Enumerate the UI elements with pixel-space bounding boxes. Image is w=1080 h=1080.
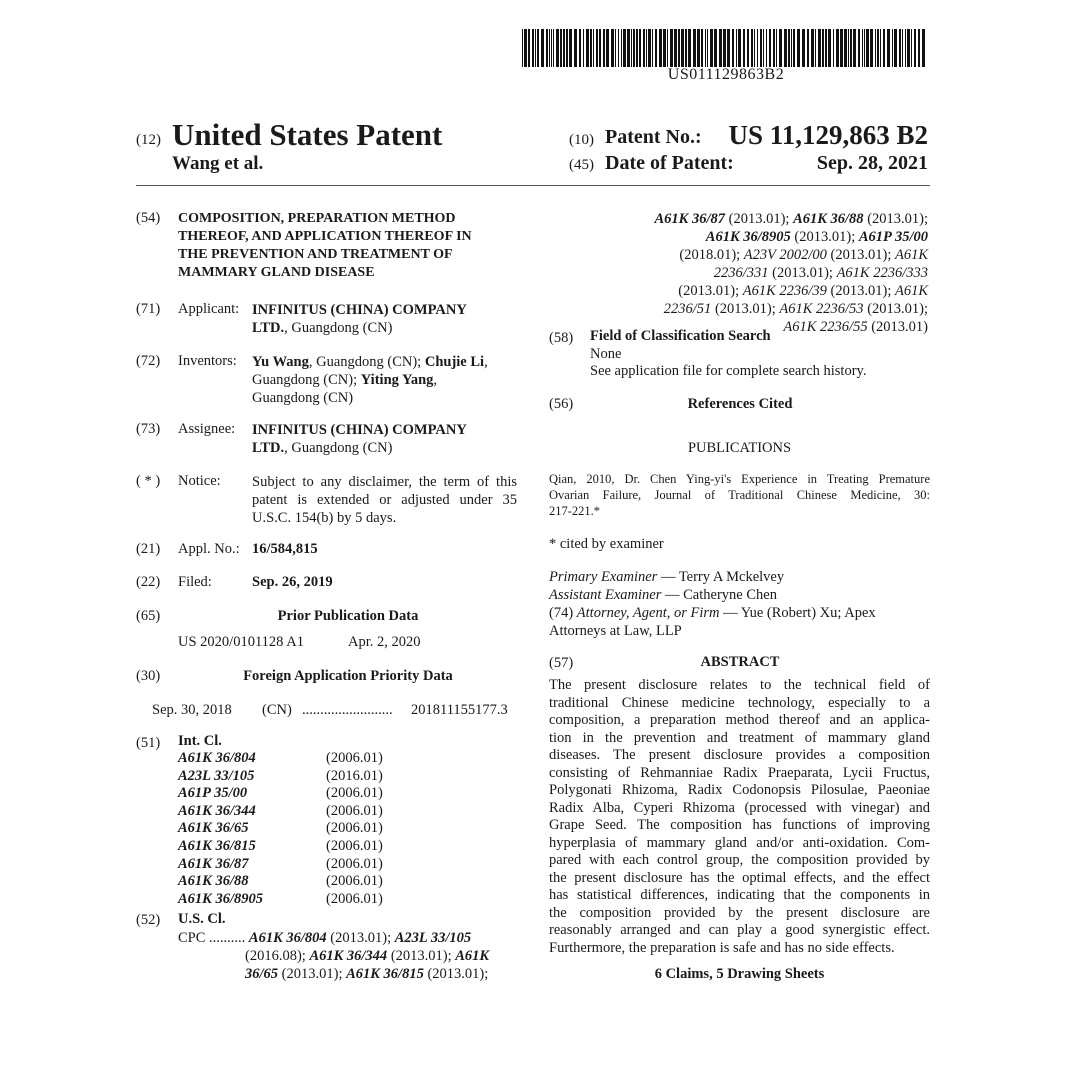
applicant-name-2: LTD. bbox=[252, 320, 285, 336]
reference-entry bbox=[549, 471, 930, 519]
barcode-bar bbox=[880, 29, 881, 67]
field-code: (58) bbox=[549, 330, 574, 346]
intcl-class: A61K 36/87 bbox=[178, 855, 249, 872]
barcode-bar bbox=[697, 29, 700, 67]
barcode-bar bbox=[723, 29, 726, 67]
barcode-bar bbox=[905, 29, 906, 67]
assignee-value bbox=[252, 421, 527, 457]
cpc-class: A61P 35/00 bbox=[858, 229, 928, 245]
barcode-number: US011129863B2 bbox=[667, 66, 785, 83]
barcode-bar bbox=[667, 29, 668, 67]
title-code: (54) bbox=[136, 210, 161, 226]
abstract-line: Radix Alba, Cyperi Rhizoma (processed with vinegar) and bbox=[549, 799, 930, 816]
applicant-code: (71) bbox=[136, 301, 161, 317]
intcl-row bbox=[178, 768, 383, 786]
cpc-class: 2236/51 bbox=[663, 301, 712, 317]
intcl-row bbox=[178, 891, 383, 909]
barcode-bar bbox=[738, 29, 741, 67]
barcode-bar bbox=[747, 29, 749, 67]
abstract-body bbox=[549, 677, 930, 957]
intcl-row bbox=[178, 838, 383, 856]
doc-type-code: (12) bbox=[136, 132, 161, 148]
abstract-line: Grape Seed. The composition has functions of improving bbox=[549, 817, 930, 833]
barcode-bar bbox=[825, 29, 827, 67]
abstract-code: (57) bbox=[549, 655, 574, 671]
cpc-label: CPC bbox=[178, 930, 206, 946]
uscl-label: U.S. Cl. bbox=[178, 911, 226, 927]
inventor-name: Yiting Yang bbox=[360, 372, 434, 388]
barcode-bar bbox=[883, 29, 885, 67]
cpc-year: (2013.01); bbox=[725, 211, 794, 227]
intcl-row bbox=[178, 856, 383, 874]
barcode-bar bbox=[546, 29, 548, 67]
intcl-class: A23L 33/105 bbox=[178, 767, 255, 784]
cpc-class: A61K 2236/333 bbox=[836, 265, 928, 281]
barcode-bar bbox=[579, 29, 581, 67]
intcl-label: Int. Cl. bbox=[178, 733, 222, 749]
barcode-bar bbox=[864, 29, 865, 67]
barcode-bar bbox=[811, 29, 814, 67]
barcode-bar bbox=[862, 29, 863, 67]
barcode-bar bbox=[911, 29, 912, 67]
barcode-bar bbox=[553, 29, 554, 67]
intcl-year: (2006.01) bbox=[326, 855, 383, 872]
header-divider bbox=[136, 185, 930, 186]
barcode-bar bbox=[870, 29, 873, 67]
cpc-class: A61K 2236/39 bbox=[742, 283, 827, 299]
barcode-bar bbox=[902, 29, 903, 67]
abstract-line: reasonably arranged and can play a good synergistic effect. bbox=[549, 922, 930, 938]
title-line: THEREOF, AND APPLICATION THEREOF IN bbox=[178, 229, 472, 244]
filed-date: Sep. 26, 2019 bbox=[252, 574, 333, 590]
barcode-bar bbox=[763, 29, 764, 67]
cpc-class: A61K 2236/55 bbox=[783, 319, 868, 335]
inventor-name: Yu Wang bbox=[252, 354, 309, 370]
barcode-bar bbox=[710, 29, 713, 67]
appl-code: (21) bbox=[136, 541, 161, 557]
barcode-bar bbox=[877, 29, 879, 67]
barcode-bar bbox=[663, 29, 666, 67]
attorney-name: — Yue (Robert) Xu; Apex bbox=[719, 605, 876, 621]
cpc-year: (2013.01); bbox=[423, 966, 489, 982]
notice-label: Notice: bbox=[178, 473, 221, 489]
barcode-bar bbox=[802, 29, 805, 67]
applicant-name: INFINITUS (CHINA) COMPANY bbox=[252, 302, 467, 318]
doc-type-title: United States Patent bbox=[172, 117, 443, 152]
barcode-bar bbox=[693, 29, 696, 67]
patent-number: US 11,129,863 B2 bbox=[728, 120, 928, 150]
barcode-bar bbox=[633, 29, 635, 67]
foreign-dots: ......................... bbox=[302, 702, 393, 718]
cpc-class: A61K 36/804 bbox=[248, 930, 327, 946]
inventors-code: (72) bbox=[136, 353, 161, 369]
barcode-bar bbox=[670, 29, 673, 67]
intcl-table bbox=[178, 750, 383, 908]
inventor-location: Guangdong (CN) bbox=[252, 390, 354, 406]
cpc-class: A61K 36/815 bbox=[346, 966, 424, 982]
filed-label: Filed: bbox=[178, 574, 212, 590]
barcode-bar bbox=[659, 29, 662, 67]
barcode-bar bbox=[606, 29, 609, 67]
barcode-bar bbox=[887, 29, 890, 67]
barcode-bar bbox=[528, 29, 530, 67]
abstract-line: has statistical differences, indicating that the components in bbox=[549, 887, 930, 903]
abstract-line: composition, a preparation method thereof and an applica- bbox=[549, 712, 930, 728]
attorney-label: Attorney, Agent, or Firm bbox=[576, 605, 720, 621]
barcode-bar bbox=[858, 29, 860, 67]
field-none: None bbox=[590, 346, 622, 362]
abstract-line: traditional Chinese medicine technology, especially to a bbox=[549, 694, 930, 711]
barcode-bar bbox=[757, 29, 758, 67]
examiners bbox=[549, 568, 930, 640]
cpc-block bbox=[178, 929, 518, 983]
prior-publication: US 2020/0101128 A1 bbox=[178, 634, 304, 650]
assignee-label: Assignee: bbox=[178, 421, 236, 437]
barcode-bar bbox=[524, 29, 527, 67]
invention-title bbox=[178, 210, 528, 282]
barcode-bar bbox=[822, 29, 824, 67]
barcode bbox=[522, 29, 930, 67]
foreign-number: 201811155177.3 bbox=[411, 702, 508, 718]
notice-line: Subject to any disclaimer, the term of this bbox=[252, 474, 517, 490]
publications-heading: PUBLICATIONS bbox=[687, 440, 792, 456]
barcode-bar bbox=[648, 29, 651, 67]
barcode-bar bbox=[850, 29, 852, 67]
barcode-bar bbox=[701, 29, 703, 67]
reference-line: Ovarian Failure, Journal of Traditional Chinese Medicine, 30: bbox=[549, 488, 930, 502]
barcode-bar bbox=[685, 29, 687, 67]
barcode-bar bbox=[646, 29, 647, 67]
barcode-bar bbox=[773, 29, 775, 67]
barcode-bar bbox=[631, 29, 632, 67]
barcode-bar bbox=[674, 29, 677, 67]
primary-examiner-label: Primary Examiner bbox=[549, 569, 658, 585]
notice-code: ( * ) bbox=[136, 473, 161, 489]
cpc-year: (2016.08); bbox=[245, 948, 310, 964]
barcode-bar bbox=[818, 29, 821, 67]
barcode-bar bbox=[522, 29, 523, 67]
intcl-class: A61K 36/344 bbox=[178, 802, 256, 819]
barcode-bar bbox=[922, 29, 925, 67]
barcode-bar bbox=[618, 29, 619, 67]
prior-code: (65) bbox=[136, 608, 161, 624]
cpc-year: (2013.01); bbox=[826, 283, 895, 299]
foreign-code: (30) bbox=[136, 668, 161, 684]
foreign-date: Sep. 30, 2018 bbox=[152, 702, 232, 718]
reference-line: 217-221.* bbox=[549, 504, 601, 518]
intcl-row bbox=[178, 750, 383, 768]
barcode-bar bbox=[793, 29, 795, 67]
barcode-bar bbox=[603, 29, 605, 67]
barcode-bar bbox=[840, 29, 843, 67]
cpc-year: (2013.01); bbox=[863, 301, 928, 317]
abstract-line: tion in the prevention and treatment of mammary gland bbox=[549, 729, 930, 746]
cpc-year: (2013.01); bbox=[790, 229, 859, 245]
barcode-bar bbox=[569, 29, 572, 67]
appl-label: Appl. No.: bbox=[178, 541, 240, 557]
barcode-bar bbox=[681, 29, 684, 67]
barcode-bar bbox=[743, 29, 745, 67]
cpc-year: (2013.01); bbox=[826, 247, 895, 263]
foreign-country: (CN) bbox=[262, 702, 292, 718]
barcode-bar bbox=[788, 29, 790, 67]
barcode-bar bbox=[688, 29, 691, 67]
barcode-bar bbox=[549, 29, 550, 67]
cpc-dots: .......... bbox=[209, 930, 246, 946]
barcode-bar bbox=[611, 29, 614, 67]
foreign-heading: Foreign Application Priority Data bbox=[243, 668, 453, 684]
assignee-location: , Guangdong (CN) bbox=[284, 440, 393, 456]
intcl-row bbox=[178, 803, 383, 821]
intcl-year: (2006.01) bbox=[326, 785, 383, 802]
barcode-bar bbox=[828, 29, 831, 67]
intcl-year: (2006.01) bbox=[326, 802, 383, 819]
cpc-class: 36/65 bbox=[245, 966, 279, 982]
cpc-class: A61K 36/344 bbox=[309, 948, 388, 964]
barcode-bar bbox=[791, 29, 792, 67]
barcode-bar bbox=[727, 29, 730, 67]
barcode-bar bbox=[537, 29, 539, 67]
barcode-bar bbox=[563, 29, 565, 67]
abstract-heading: ABSTRACT bbox=[700, 654, 780, 670]
barcode-bar bbox=[556, 29, 559, 67]
reference-line: Qian, 2010, Dr. Chen Ying-yi's Experience in Treating Premature bbox=[549, 472, 930, 486]
barcode-bar bbox=[615, 29, 616, 67]
barcode-bar bbox=[707, 29, 708, 67]
intcl-class: A61K 36/65 bbox=[178, 820, 249, 837]
barcode-bar bbox=[853, 29, 856, 67]
date-code: (45) bbox=[569, 157, 594, 173]
barcode-bar bbox=[736, 29, 737, 67]
intcl-code: (51) bbox=[136, 735, 161, 751]
barcode-bar bbox=[551, 29, 552, 67]
abstract-line: hyperplasia of mammary gland and/or anti-oxidation. Com- bbox=[549, 834, 930, 851]
cpc-class: A61K bbox=[894, 283, 928, 299]
intcl-class: A61P 35/00 bbox=[178, 785, 248, 802]
inventor-location: , Guangdong (CN); bbox=[308, 354, 422, 370]
cpc-year: (2013.01); bbox=[326, 930, 395, 946]
barcode-bar bbox=[541, 29, 544, 67]
inventors-short: Wang et al. bbox=[172, 153, 264, 174]
cpc-class: A23L 33/105 bbox=[394, 930, 472, 946]
barcode-bar bbox=[918, 29, 920, 67]
cpc-class: A61K bbox=[894, 247, 928, 263]
intcl-class: A61K 36/804 bbox=[178, 750, 256, 766]
barcode-bar bbox=[627, 29, 630, 67]
barcode-bar bbox=[652, 29, 653, 67]
barcode-bar bbox=[914, 29, 916, 67]
cpc-class: A61K 36/88 bbox=[793, 211, 864, 227]
inventors-value bbox=[252, 353, 527, 407]
assistant-examiner-name: — Catheryne Chen bbox=[661, 587, 777, 603]
intcl-class: A61K 36/88 bbox=[178, 873, 249, 890]
patent-no-label: Patent No.: bbox=[605, 126, 702, 148]
title-line: MAMMARY GLAND DISEASE bbox=[178, 265, 375, 280]
intcl-row bbox=[178, 820, 383, 838]
cpc-class: A23V 2002/00 bbox=[743, 247, 827, 263]
assistant-examiner-label: Assistant Examiner bbox=[549, 587, 662, 603]
barcode-bar bbox=[875, 29, 876, 67]
barcode-bar bbox=[844, 29, 847, 67]
barcode-bar bbox=[815, 29, 816, 67]
cpc-year: (2013.01); bbox=[387, 948, 456, 964]
barcode-bar bbox=[836, 29, 839, 67]
barcode-bar bbox=[655, 29, 657, 67]
attorney-code: (74) bbox=[549, 605, 577, 621]
applicant-value bbox=[252, 301, 527, 337]
filed-code: (22) bbox=[136, 574, 161, 590]
barcode-bar bbox=[623, 29, 626, 67]
primary-examiner-name: — Terry A Mckelvey bbox=[657, 569, 785, 585]
cpc-class: A61K bbox=[455, 948, 490, 964]
intcl-year: (2006.01) bbox=[326, 820, 383, 837]
inventor-location: , bbox=[433, 372, 438, 388]
barcode-bar bbox=[574, 29, 577, 67]
uscl-code: (52) bbox=[136, 912, 161, 928]
barcode-bar bbox=[766, 29, 767, 67]
barcode-bar bbox=[769, 29, 771, 67]
prior-date: Apr. 2, 2020 bbox=[348, 634, 421, 650]
cpc-year: (2013.01); bbox=[863, 211, 928, 227]
inventor-location: Guangdong (CN); bbox=[252, 372, 358, 388]
intcl-class: A61K 36/815 bbox=[178, 837, 256, 854]
intcl-year: (2006.01) bbox=[326, 890, 383, 907]
barcode-bar bbox=[532, 29, 534, 67]
inventors-label: Inventors: bbox=[178, 353, 237, 369]
notice-text bbox=[252, 473, 517, 527]
barcode-bar bbox=[678, 29, 680, 67]
barcode-bar bbox=[599, 29, 601, 67]
cpc-class: A61K 2236/53 bbox=[779, 301, 864, 317]
barcode-bar bbox=[779, 29, 782, 67]
barcode-bar bbox=[907, 29, 910, 67]
abstract-line: Polygonati Rhizoma, Radix Codonopsis Pilosulae, Paeoniae bbox=[549, 782, 930, 798]
intcl-year: (2006.01) bbox=[326, 873, 383, 890]
barcode-bar bbox=[566, 29, 568, 67]
cpc-class: A61K 36/8905 bbox=[705, 229, 791, 245]
abstract-line: the composition provided by the present disclosure are bbox=[549, 904, 930, 921]
barcode-bar bbox=[848, 29, 849, 67]
barcode-bar bbox=[732, 29, 734, 67]
barcode-bar bbox=[807, 29, 809, 67]
barcode-bar bbox=[593, 29, 594, 67]
barcode-bar bbox=[639, 29, 641, 67]
assignee-name-2: LTD. bbox=[252, 440, 285, 456]
inventor-location: , bbox=[484, 354, 488, 370]
barcode-bar bbox=[719, 29, 722, 67]
barcode-bar bbox=[636, 29, 638, 67]
barcode-bar bbox=[714, 29, 717, 67]
cpc-year: (2013.01); bbox=[278, 966, 347, 982]
barcode-bar bbox=[894, 29, 897, 67]
title-line: THE PREVENTION AND TREATMENT OF bbox=[178, 247, 453, 262]
refs-heading: References Cited bbox=[687, 396, 793, 412]
barcode-bar bbox=[621, 29, 622, 67]
barcode-bar bbox=[776, 29, 777, 67]
barcode-bar bbox=[705, 29, 706, 67]
prior-heading: Prior Publication Data bbox=[277, 608, 419, 624]
refs-code: (56) bbox=[549, 396, 574, 412]
attorney-line-2: Attorneys at Law, LLP bbox=[549, 623, 682, 639]
claims-summary: 6 Claims, 5 Drawing Sheets bbox=[654, 966, 825, 982]
notice-line: patent is extended or adjusted under 35 bbox=[252, 492, 517, 508]
barcode-bar bbox=[797, 29, 800, 67]
barcode-bar bbox=[643, 29, 645, 67]
abstract-line: the present disclosure has the optimal effects, and the effect bbox=[549, 869, 930, 886]
barcode-bar bbox=[892, 29, 893, 67]
barcode-bar bbox=[535, 29, 536, 67]
patent-date: Sep. 28, 2021 bbox=[816, 152, 928, 174]
intcl-row bbox=[178, 785, 383, 803]
barcode-bar bbox=[760, 29, 762, 67]
intcl-year: (2016.01) bbox=[326, 767, 383, 784]
barcode-bar bbox=[560, 29, 562, 67]
applicant-label: Applicant: bbox=[178, 301, 240, 317]
cpc-class: 2236/331 bbox=[713, 265, 769, 281]
barcode-bar bbox=[751, 29, 753, 67]
barcode-bar bbox=[590, 29, 592, 67]
abstract-line: consisting of Rehmanniae Radix Praeparata, Lycii Fructus, bbox=[549, 764, 930, 781]
patent-no-code: (10) bbox=[569, 132, 594, 148]
barcode-bar bbox=[866, 29, 869, 67]
cpc-class: A61K 36/87 bbox=[654, 211, 725, 227]
barcode-bar bbox=[784, 29, 787, 67]
intcl-row bbox=[178, 873, 383, 891]
barcode-bar bbox=[586, 29, 589, 67]
appl-number: 16/584,815 bbox=[252, 541, 318, 557]
barcode-bar bbox=[596, 29, 598, 67]
title-line: COMPOSITION, PREPARATION METHOD bbox=[178, 211, 456, 226]
intcl-year: (2006.01) bbox=[326, 750, 383, 766]
cpc-year: (2013.01); bbox=[678, 283, 743, 299]
field-heading: Field of Classification Search bbox=[590, 328, 771, 344]
cpc-year: (2013.01); bbox=[711, 301, 780, 317]
assignee-code: (73) bbox=[136, 421, 161, 437]
cited-by-note: * cited by examiner bbox=[549, 536, 664, 552]
abstract-line: diseases. The present disclosure provides a composition bbox=[549, 747, 930, 763]
intcl-class: A61K 36/8905 bbox=[178, 890, 263, 907]
intcl-year: (2006.01) bbox=[326, 837, 383, 854]
abstract-line: pared with each control group, the composition provided by bbox=[549, 852, 930, 868]
barcode-bar bbox=[583, 29, 584, 67]
barcode-bar bbox=[833, 29, 834, 67]
field-see: See application file for complete search history. bbox=[590, 363, 867, 379]
cpc-year: (2013.01) bbox=[867, 319, 928, 335]
notice-line: U.S.C. 154(b) by 5 days. bbox=[252, 510, 397, 526]
date-label: Date of Patent: bbox=[605, 152, 734, 174]
inventor-name: Chujie Li bbox=[424, 354, 485, 370]
barcode-bar bbox=[899, 29, 901, 67]
barcode-bar bbox=[754, 29, 755, 67]
cpc-continued bbox=[538, 210, 928, 336]
abstract-line: The present disclosure relates to the technical field of bbox=[549, 677, 930, 693]
abstract-line: Furthermore, the preparation is safe and has no side effects. bbox=[549, 939, 895, 956]
assignee-name: INFINITUS (CHINA) COMPANY bbox=[252, 422, 467, 438]
cpc-year: (2018.01); bbox=[679, 247, 744, 263]
cpc-year: (2013.01); bbox=[768, 265, 837, 281]
applicant-location: , Guangdong (CN) bbox=[284, 320, 393, 336]
